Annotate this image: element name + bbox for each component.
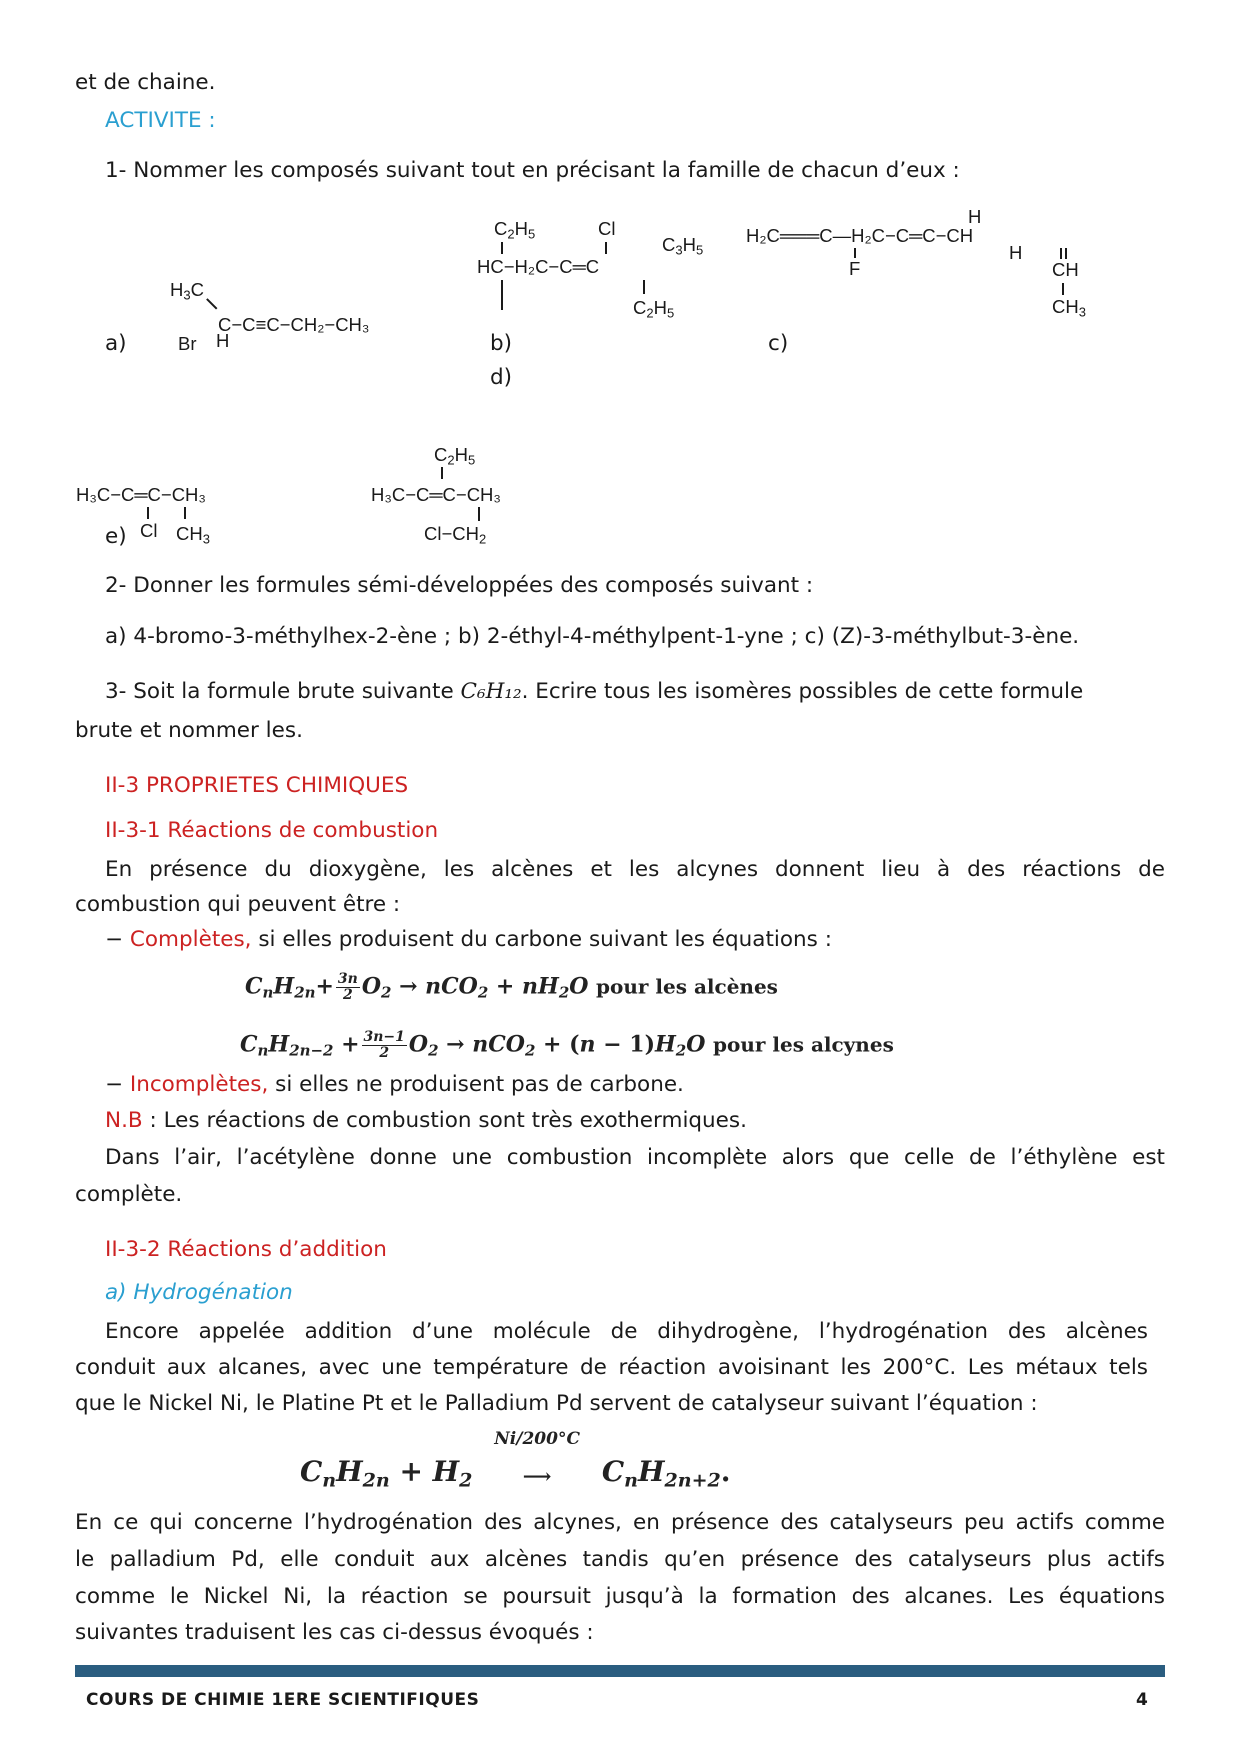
molecule-b-chain: HC−H₂C−C═C xyxy=(477,256,600,277)
section-title: II-3 PROPRIETES CHIMIQUES xyxy=(105,773,409,798)
paragraph-combustion-1: En présence du dioxygène, les alcènes et les alcynes donnent lieu à des réactions de xyxy=(105,857,1165,882)
label-b: b) xyxy=(490,331,513,356)
molecule-b-c3h5: $C_3H_5$ xyxy=(662,234,704,258)
label-e: e) xyxy=(105,524,127,549)
molecule-a-bond xyxy=(206,298,217,309)
molecule-c-h-top: H xyxy=(968,206,982,227)
molecule-c-chain: H₂C═══C—H₂C−C═C−CH xyxy=(746,225,974,246)
paragraph-hydrogenation-3: que le Nickel Ni, le Platine Pt et le Palladium Pd servent de catalyseur suivant l’équation : xyxy=(75,1391,1038,1416)
paragraph-alkynes-1: En ce qui concerne l’hydrogénation des alcynes, en présence des catalyseurs peu actifs comme xyxy=(75,1510,1165,1535)
molecule-c-ch: CH xyxy=(1052,259,1079,280)
paragraph-alkynes-3: comme le Nickel Ni, la réaction se poursuit jusqu’à la formation des alcanes. Les équations xyxy=(75,1584,1165,1609)
paragraph-air-1: Dans l’air, l’acétylène donne une combustion incomplète alors que celle de l’éthylène est xyxy=(105,1145,1165,1170)
equation-alkynes: $C_nH_{2n-2}$ + $\frac{3n-1}{2}$ $O_2 \to nCO_2 + (n - 1)H_2O$ pour les alcynes xyxy=(240,1029,894,1061)
question-1: 1- Nommer les composés suivant tout en précisant la famille de chacun d’eux : xyxy=(105,158,960,183)
subsection-combustion-title: II-3-1 Réactions de combustion xyxy=(105,818,439,843)
question-2: 2- Donner les formules sémi-développées des composés suivant : xyxy=(105,573,814,598)
paragraph-combustion-2: combustion qui peuvent être : xyxy=(75,892,401,917)
question-3: 3- Soit la formule brute suivante C₆H₁₂. Ecrire tous les isomères possibles de cette formule xyxy=(105,679,1084,704)
footer-course: COURS DE CHIMIE 1ERE SCIENTIFIQUES xyxy=(86,1690,480,1710)
molecule-a-h: H xyxy=(216,330,230,351)
molecule-a-h3c: $H_3C$ xyxy=(170,279,204,303)
molecule-b-c2h5-bottom: $C_2H_5$ xyxy=(633,297,675,321)
molecule-b-cl: Cl xyxy=(598,218,616,239)
molecule-c-h-under: H xyxy=(1009,242,1023,263)
complete-label: Complètes, xyxy=(129,927,252,952)
subsection-addition-title: II-3-2 Réactions d’addition xyxy=(105,1237,387,1262)
incomplete-item: − Incomplètes, si elles ne produisent pas de carbone. xyxy=(105,1072,684,1097)
paragraph-alkynes-2: le palladium Pd, elle conduit aux alcènes tandis qu’en présence des catalyseurs plus actifs xyxy=(75,1547,1165,1572)
molecule-a-br: Br xyxy=(178,333,197,354)
label-a: a) xyxy=(105,331,127,356)
molecule-d-chain: H₃C−C═C−CH₃ xyxy=(371,484,501,505)
paragraph-alkynes-4: suivantes traduisent les cas ci-dessus évoqués : xyxy=(75,1620,594,1645)
paragraph-hydrogenation-1: Encore appelée addition d’une molécule de dihydrogène, l’hydrogénation des alcènes xyxy=(105,1319,1148,1344)
molecule-a-chain: C−C≡C−CH₂−CH₃ xyxy=(218,314,370,335)
nb-note: N.B : Les réactions de combustion sont très exothermiques. xyxy=(105,1108,747,1133)
label-d: d) xyxy=(490,365,513,390)
molecule-d-clch2: $Cl-CH_2$ xyxy=(424,523,487,547)
page-number: 4 xyxy=(1136,1690,1149,1710)
complete-item: − Complètes, si elles produisent du carbone suivant les équations : xyxy=(105,927,832,952)
molecule-c-f: F xyxy=(849,258,861,279)
formula-c6h12: C₆H₁₂ xyxy=(460,679,522,704)
label-c: c) xyxy=(768,331,789,356)
intro-line: et de chaine. xyxy=(75,70,216,95)
equation-alkenes: $C_nH_{2n}+$ $\frac{3n}{2}$ $O_2 \to nCO_2 + nH_2O$ pour les alcènes xyxy=(245,971,778,1003)
molecule-d-c2h5: $C_2H_5$ xyxy=(434,444,476,468)
incomplete-label: Incomplètes, xyxy=(129,1072,269,1097)
footer-bar xyxy=(75,1665,1165,1677)
nb-label: N.B xyxy=(105,1108,143,1133)
equation-hydrogenation: $C_nH_{2n} + H_2$ Ni/200°C ⟶ $C_nH_{2n+2}$. xyxy=(300,1429,731,1492)
molecule-e-cl: Cl xyxy=(140,520,158,541)
molecule-c-ch3: $CH_3$ xyxy=(1052,296,1086,320)
question-2-items: a) 4-bromo-3-méthylhex-2-ène ; b) 2-éthyl-4-méthylpent-1-yne ; c) (Z)-3-méthylbut-3-ène. xyxy=(105,624,1080,649)
activity-title: ACTIVITE : xyxy=(105,108,216,133)
hydrogenation-title: a) Hydrogénation xyxy=(105,1280,293,1305)
question-3-line-2: brute et nommer les. xyxy=(75,718,303,743)
molecule-b-c2h5-top: $C_2H_5$ xyxy=(494,218,536,242)
molecule-e-ch3: $CH_3$ xyxy=(176,523,210,547)
paragraph-air-2: complète. xyxy=(75,1182,183,1207)
molecule-e-chain: H₃C−C═C−CH₃ xyxy=(76,484,206,505)
catalyst-label: Ni/200°C xyxy=(494,1429,580,1449)
paragraph-hydrogenation-2: conduit aux alcanes, avec une température de réaction avoisinant les 200°C. Les métaux tels xyxy=(75,1355,1148,1380)
